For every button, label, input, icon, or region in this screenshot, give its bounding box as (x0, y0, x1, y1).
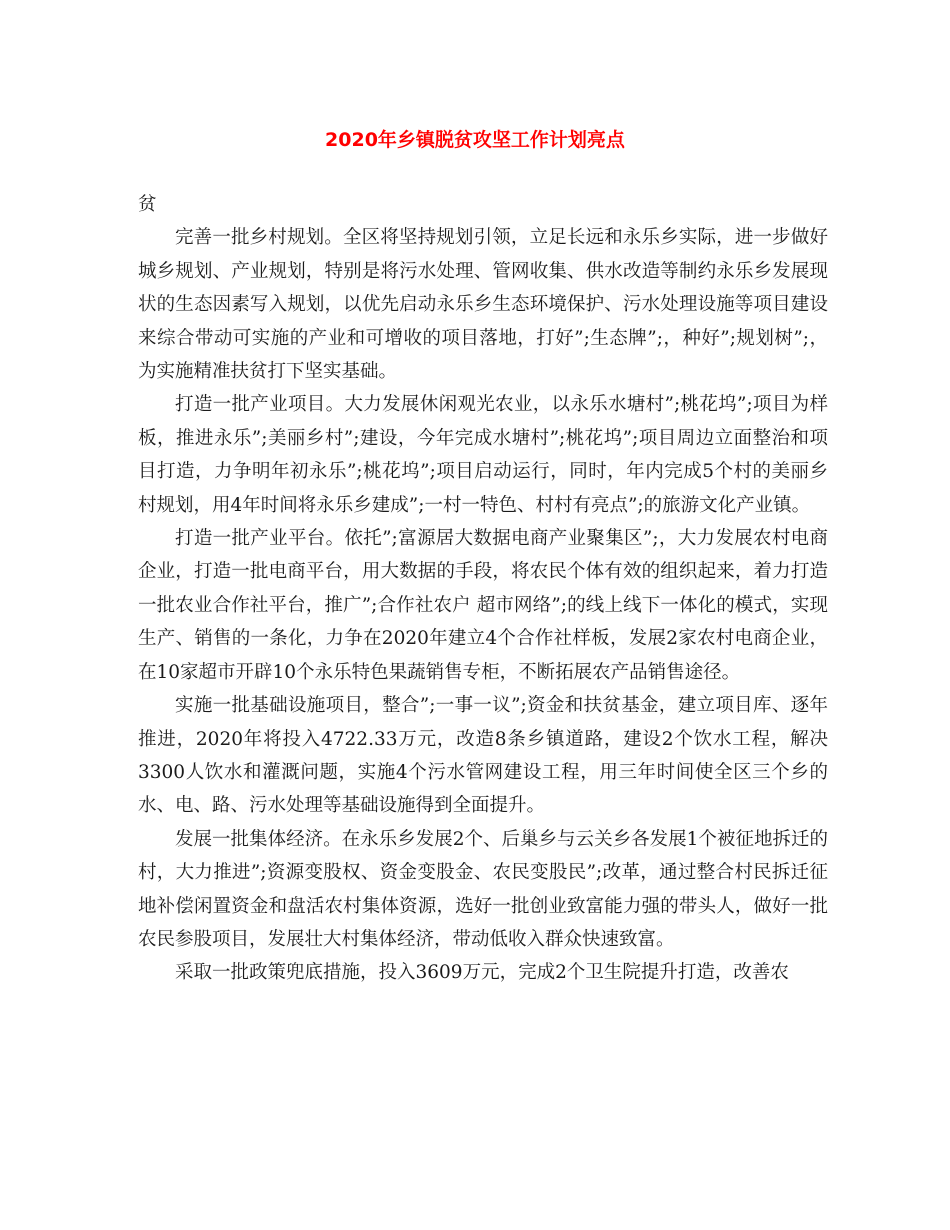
paragraph-industry-projects: 打造一批产业项目。大力发展休闲观光农业，以永乐水塘村”;桃花坞”;项目为样板，推进永乐”;美丽乡村”;建设，今年完成水塘村”;桃花坞”;项目周边立面整治和项目打造，力争明年初永乐”;桃花坞”;项目启动运行，同时，年内完成5个村的美丽乡村规划，用4年时间将永乐乡建成”;一村一特色、村村有亮点”;的旅游文化产业镇。 (138, 394, 828, 516)
paragraph-collective-economy: 发展一批集体经济。在永乐乡发展2个、后巢乡与云关乡各发展1个被征地拆迁的村，大力推进”;资源变股权、资金变股金、农民变股民”;改革，通过整合村民拆迁征地补偿闲置资金和盘活农村集体资源，选好一批创业致富能力强的带头人，做好一批农民参股项目，发展壮大村集体经济，带动低收入群众快速致富。 (138, 828, 828, 950)
lead-text: 贫 (138, 194, 157, 215)
paragraph-industry-platforms: 打造一批产业平台。依托”;富源居大数据电商产业聚集区”;，大力发展农村电商企业，打造一批电商平台，用大数据的手段，将农民个体有效的组织起来，着力打造一批农业合作社平台，推广”;合作社农户 超市网络”;的线上线下一体化的模式，实现生产、销售的一条化，力争在2020年建立4个合作社样板，发展2家农村电商企业，在10家超市开辟10个永乐特色果蔬销售专柜，不断拓展农产品销售途径。 (138, 528, 828, 683)
document-title: 2020年乡镇脱贫攻坚工作计划亮点 (325, 129, 625, 151)
document-body (138, 188, 828, 990)
paragraph-infrastructure: 实施一批基础设施项目，整合”;一事一议”;资金和扶贫基金，建立项目库、逐年推进，2020年将投入4722.33万元，改造8条乡镇道路，建设2个饮水工程，解决3300人饮水和灌溉问题，实施4个污水管网建设工程，用三年时间使全区三个乡的水、电、路、污水处理等基础设施得到全面提升。 (138, 695, 828, 817)
paragraph-policy-measures: 采取一批政策兜底措施，投入3609万元，完成2个卫生院提升打造，改善农 (175, 962, 789, 984)
paragraph-rural-planning: 完善一批乡村规划。全区将坚持规划引领，立足长远和永乐乡实际，进一步做好城乡规划、产业规划，特别是将污水处理、管网收集、供水改造等制约永乐乡发展现状的生态因素写入规划，以优先启动永乐乡生态环境保护、污水处理设施等项目建设来综合带动可实施的产业和可增收的项目落地，打好”;生态牌”;，种好”;规划树”;，为实施精准扶贫打下坚实基础。 (138, 227, 828, 383)
